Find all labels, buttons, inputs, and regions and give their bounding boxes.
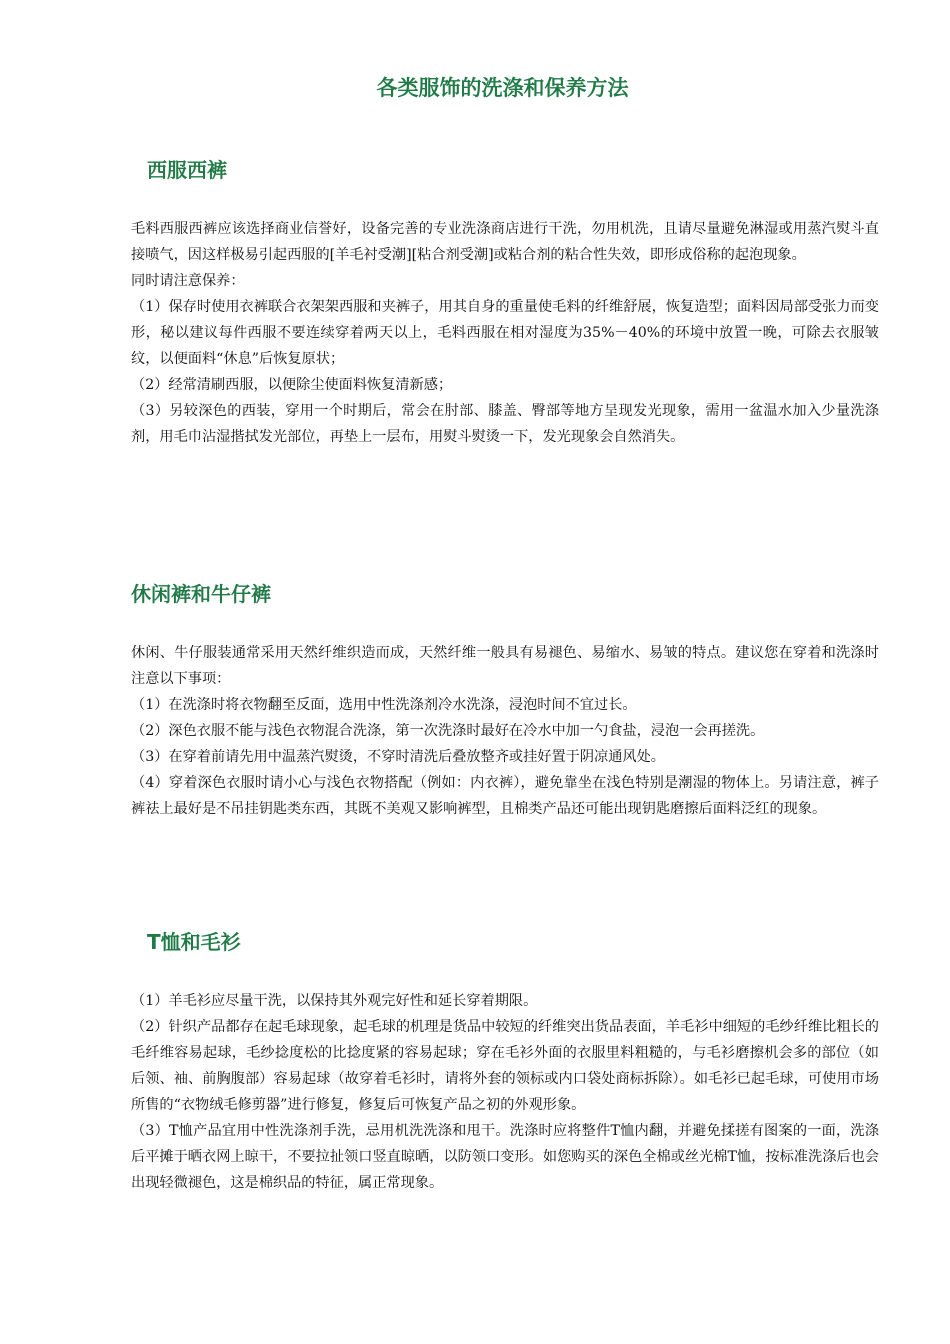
paragraph: （1）保存时使用衣裤联合衣架架西服和夹裤子，用其自身的重量使毛料的纤维舒展，恢复造型；面料因局部受张力而变形，秘以建议每件西服不要连续穿着两天以上，毛料西服在相对湿度为35%－40%的环境中放置一晚，可除去衣服皱纹，以便面料“休息”后恢复原状； bbox=[131, 299, 879, 367]
paragraph: （4）穿着深色衣服时请小心与浅色衣物搭配（例如：内衣裤），避免靠坐在浅色特别是潮湿的物体上。另请注意，裤子裤祛上最好是不吊挂钥匙类东西，其既不美观又影响裤型，且棉类产品还可能出现钥匙磨擦后面料泛红的现象。 bbox=[131, 775, 879, 817]
paragraph: （1）在洗涤时将衣物翻至反面，选用中性洗涤剂冷水洗涤，浸泡时间不宜过长。 bbox=[131, 697, 637, 713]
paragraph: （2）经常清刷西服，以便除尘使面料恢复清新感； bbox=[131, 377, 453, 393]
paragraph: 毛料西服西裤应该选择商业信誉好，设备完善的专业洗涤商店进行干洗，勿用机洗，且请尽量避免淋湿或用蒸汽熨斗直接喷气，因这样极易引起西服的[羊毛衬受潮][粘合剂受潮]或粘合剂的粘合性失效，即形成俗称的起泡现象。 bbox=[131, 221, 879, 263]
paragraph: （2）针织产品都存在起毛球现象，起毛球的机理是货品中较短的纤维突出货品表面，羊毛衫中细短的毛纱纤维比粗长的毛纤维容易起球，毛纱捻度松的比捻度紧的容易起球；穿在毛衫外面的衣服里料粗糙的，与毛衫磨擦机会多的部位（如后领、袖、前胸腹部）容易起球（故穿着毛衫时，请将外套的领标或内口袋处商标拆除）。如毛衫已起毛球，可使用市场所售的“衣物绒毛修剪器”进行修复，修复后可恢复产品之初的外观形象。 bbox=[131, 1019, 879, 1113]
section-body-suits bbox=[131, 216, 879, 450]
paragraph: 同时请注意保养： bbox=[131, 273, 245, 289]
section-heading-tshirt-sweater: T恤和毛衫 bbox=[147, 930, 241, 954]
paragraph: （3）在穿着前请先用中温蒸汽熨烫，不穿时清洗后叠放整齐或挂好置于阴凉通风处。 bbox=[131, 749, 665, 765]
section-heading-casual-jeans: 休闲裤和牛仔裤 bbox=[131, 582, 271, 606]
paragraph: （1）羊毛衫应尽量干洗，以保持其外观完好性和延长穿着期限。 bbox=[131, 993, 538, 1009]
section-heading-suits: 西服西裤 bbox=[147, 158, 227, 182]
paragraph: （3）T恤产品宜用中性洗涤剂手洗，忌用机洗洗涤和甩干。洗涤时应将整件T恤内翻，并避免揉搓有图案的一面，洗涤后平摊于晒衣网上晾干，不要拉扯领口竖直晾晒，以防领口变形。如您购买的深色全棉或丝光棉T恤，按标准洗涤后也会出现轻微褪色，这是棉织品的特征，属正常现象。 bbox=[131, 1123, 879, 1191]
paragraph: （3）另较深色的西装，穿用一个时期后，常会在肘部、膝盖、臀部等地方呈现发光现象，需用一盆温水加入少量洗涤剂，用毛巾沾湿揩拭发光部位，再垫上一层布，用熨斗熨烫一下，发光现象会自然消失。 bbox=[131, 403, 879, 445]
section-body-tshirt-sweater bbox=[131, 988, 879, 1196]
page-title: 各类服饰的洗涤和保养方法 bbox=[376, 76, 629, 100]
section-body-casual-jeans bbox=[131, 640, 879, 822]
paragraph: 休闲、牛仔服装通常采用天然纤维织造而成，天然纤维一般具有易褪色、易缩水、易皱的特点。建议您在穿着和洗涤时注意以下事项： bbox=[131, 645, 879, 687]
paragraph: （2）深色衣服不能与浅色衣物混合洗涤，第一次洗涤时最好在冷水中加一勺食盐，浸泡一会再搓洗。 bbox=[131, 723, 765, 739]
